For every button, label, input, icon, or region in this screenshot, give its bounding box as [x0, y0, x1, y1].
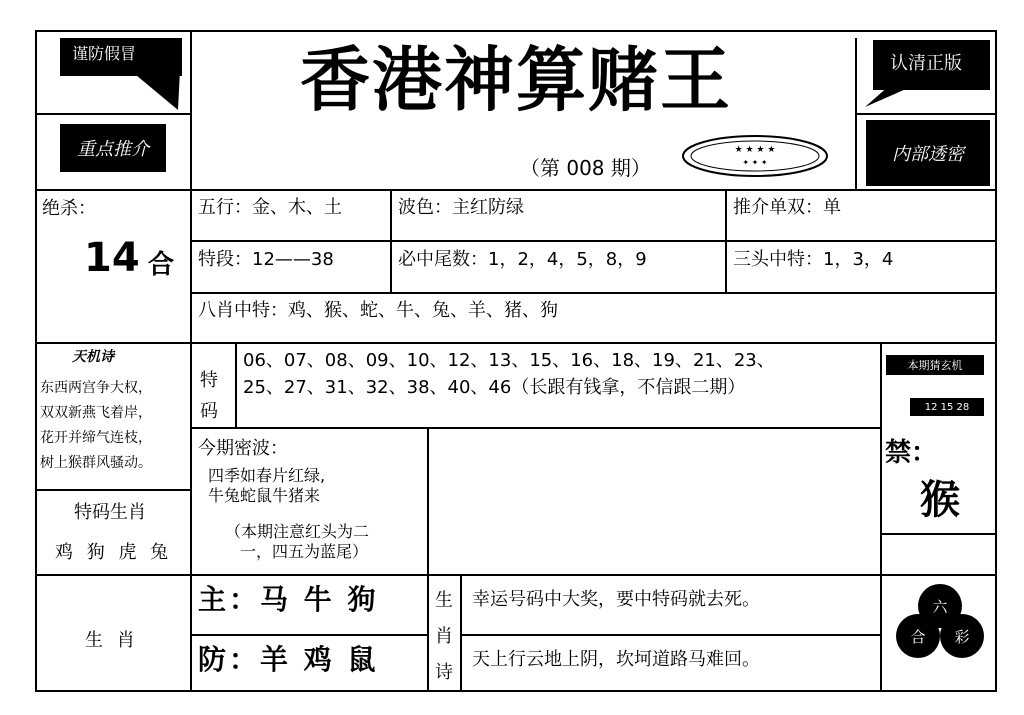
- tag-recommend: 重点推介: [60, 124, 166, 172]
- logo-circle-right: 彩: [940, 614, 984, 658]
- baxiao: 八肖中特：鸡、猴、蛇、牛、兔、羊、猪、狗: [198, 300, 558, 321]
- danshuang: 推介单双：单: [733, 197, 841, 218]
- badge-right-text: 认清正版: [890, 53, 962, 74]
- shi-char-3: 诗: [435, 662, 453, 683]
- hline-427: [190, 427, 880, 429]
- vline-190-top: [190, 190, 192, 342]
- tema-label-1: 特: [200, 370, 218, 391]
- hline-342: [35, 342, 997, 344]
- shi-char-1: 生: [435, 590, 453, 611]
- vline-190-bottom: [190, 342, 192, 692]
- side-strip-label: 本期猜玄机: [886, 355, 984, 375]
- tema-shengxiao-title: 特码生肖: [74, 502, 146, 523]
- header-left-hline: [35, 113, 190, 115]
- tianji-line-3: 花开并缔气连枝，: [40, 430, 152, 446]
- vline-725: [725, 190, 727, 292]
- tema-line-1: 06、07、08、09、10、12、13、15、16、18、19、21、23、: [243, 350, 775, 371]
- bose: 波色：主红防绿: [398, 197, 524, 218]
- page-title: 香港神算赌王: [300, 38, 732, 121]
- tianji-line-4: 树上猴群风骚动。: [40, 455, 152, 471]
- logo-circle-left: 合: [896, 614, 940, 658]
- bubble-tail-left: [60, 70, 185, 112]
- hline-574: [35, 574, 997, 576]
- logo-circle-top: 六: [918, 584, 962, 628]
- mibo-line-2: 牛兔蛇鼠牛猪来: [208, 486, 321, 505]
- tag-inside-secret: 内部透密: [866, 120, 990, 186]
- vline-235: [235, 342, 237, 427]
- wuxing: 五行：金、木、土: [198, 197, 342, 218]
- shi-char-2: 肖: [435, 626, 453, 647]
- tema-label-2: 码: [200, 401, 218, 422]
- jue-sha-unit: 合: [148, 250, 175, 280]
- hline-634-b: [460, 634, 880, 636]
- issue-number: （第 008 期）: [520, 156, 651, 180]
- vline-880: [880, 342, 882, 692]
- jue-sha-label: 绝杀：: [42, 198, 96, 219]
- jin-label: 禁：: [885, 438, 938, 468]
- hline-292: [190, 292, 997, 294]
- shengxiao-fang: 防：羊 鸡 鼠: [198, 643, 379, 676]
- mibo-note-2: 一，四五为蓝尾）: [240, 542, 369, 561]
- hline-190: [35, 189, 997, 191]
- shi-line-2: 天上行云地上阴，坎坷道路马难回。: [472, 649, 760, 670]
- svg-text:✦ ✦ ✦: ✦ ✦ ✦: [742, 158, 768, 167]
- hline-489: [35, 489, 190, 491]
- santou: 三头中特：1，3，4: [733, 249, 894, 270]
- mibo-title: 今期密波：: [198, 438, 288, 459]
- vline-460: [460, 574, 462, 692]
- vline-427: [427, 427, 429, 692]
- seal-stamp: [680, 132, 830, 180]
- mibo-note-1: （本期注意红头为二: [225, 522, 370, 541]
- tianji-title: 天机诗: [72, 349, 114, 365]
- hline-533: [880, 533, 997, 535]
- tianji-line-1: 东西两宫争大权，: [40, 380, 152, 396]
- shi-line-1: 幸运号码中大奖，要中特码就去死。: [472, 589, 760, 610]
- jin-value: 猴: [920, 477, 960, 523]
- header-divider-left: [190, 30, 192, 190]
- shengxiao-zhu: 主：马 牛 狗: [198, 583, 379, 616]
- tianji-line-2: 双双新燕飞着岸，: [40, 405, 152, 421]
- header-right-hline: [855, 113, 997, 115]
- side-strip-numbers: 12 15 28: [910, 398, 984, 416]
- svg-text:★ ★ ★ ★: ★ ★ ★ ★: [734, 145, 776, 155]
- jue-sha-number: 14: [84, 235, 140, 281]
- teduan: 特段：12——38: [198, 249, 334, 270]
- weishu: 必中尾数：1，2，4，5，8，9: [398, 249, 647, 270]
- hline-634-a: [190, 634, 427, 636]
- hline-240: [190, 240, 997, 242]
- shengxiao-label: 生 肖: [85, 630, 139, 651]
- tema-line-2: 25、27、31、32、38、40、46（长跟有钱拿，不信跟二期）: [243, 377, 746, 398]
- badge-left-text: 谨防假冒: [72, 44, 137, 63]
- mibo-line-1: 四季如春片红绿,: [208, 466, 326, 485]
- tema-shengxiao-animals: 鸡 狗 虎 兔: [55, 542, 173, 563]
- vline-390: [390, 190, 392, 292]
- bubble-tail-right: [860, 85, 920, 110]
